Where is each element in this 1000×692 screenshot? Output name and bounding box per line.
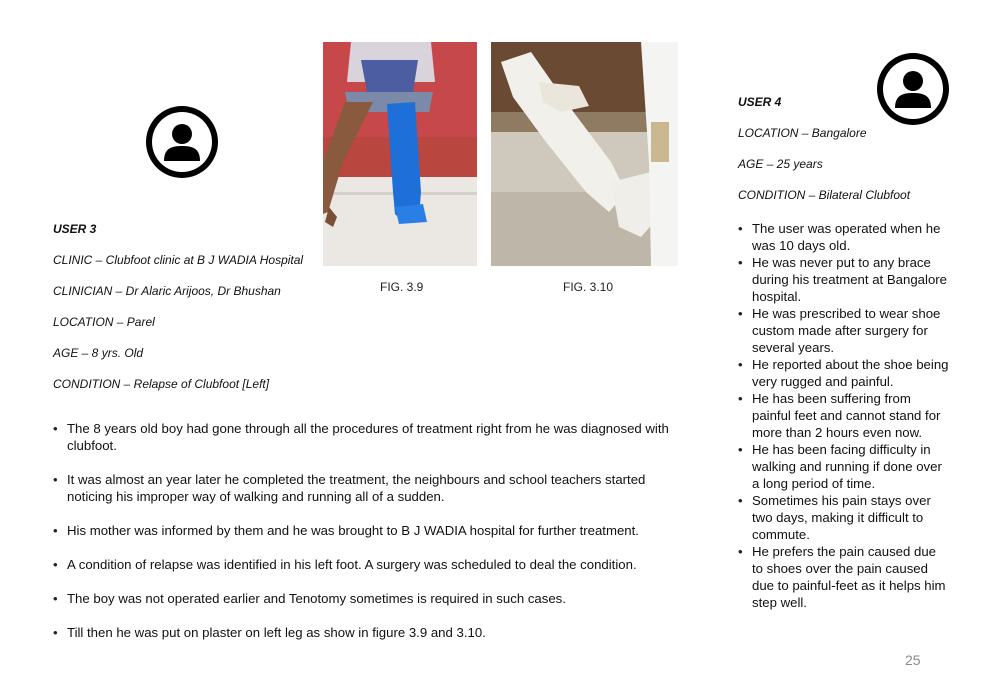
list-item: • A condition of relapse was identified in his left foot. A surgery was scheduled to deal the condition. — [53, 556, 673, 573]
user-4-avatar-icon — [877, 53, 949, 125]
list-item: • He reported about the shoe being very rugged and painful. — [738, 356, 950, 390]
figure-3-10-caption: FIG. 3.10 — [563, 280, 614, 294]
list-item: • Sometimes his pain stays over two days, making it difficult to commute. — [738, 492, 950, 543]
user-3-clinician: CLINICIAN – Dr Alaric Arijoos, Dr Bhushan — [53, 284, 281, 298]
user-4-location: LOCATION – Bangalore — [738, 126, 867, 140]
user-3-age: AGE – 8 yrs. Old — [53, 346, 144, 360]
user-3-condition: CONDITION – Relapse of Clubfoot [Left] — [53, 377, 270, 391]
list-item: • The boy was not operated earlier and Tenotomy sometimes is required in such cases. — [53, 590, 673, 607]
figure-3-10-photo — [491, 42, 678, 266]
list-item: • Till then he was put on plaster on left leg as show in figure 3.9 and 3.10. — [53, 624, 673, 641]
user-4-age: AGE – 25 years — [738, 157, 823, 171]
list-item: • The 8 years old boy had gone through all the procedures of treatment right from he was diagnosed with clubfoot. — [53, 420, 673, 454]
user-3-clinic: CLINIC – Clubfoot clinic at B J WADIA Hospital — [53, 253, 304, 267]
list-item: • The user was operated when he was 10 days old. — [738, 220, 950, 254]
user-4-condition: CONDITION – Bilateral Clubfoot — [738, 188, 911, 202]
user-3-location: LOCATION – Parel — [53, 315, 155, 329]
user-3-title: USER 3 — [53, 222, 97, 236]
user-3-bullet-list — [53, 420, 673, 658]
list-item: • He has been facing difficulty in walking and running if done over a long period of time. — [738, 441, 950, 492]
figure-3-9-caption: FIG. 3.9 — [380, 280, 424, 294]
list-item: • His mother was informed by them and he was brought to B J WADIA hospital for further treatment. — [53, 522, 673, 539]
page-number: 25 — [905, 652, 921, 668]
list-item: • He prefers the pain caused due to shoes over the pain caused due to painful-feet as it helps him step well. — [738, 543, 950, 611]
user-4-title: USER 4 — [738, 95, 782, 109]
user-3-avatar-icon — [146, 106, 218, 178]
figure-3-9-photo — [323, 42, 477, 266]
list-item: • He was never put to any brace during his treatment at Bangalore hospital. — [738, 254, 950, 305]
user-4-bullet-list — [738, 220, 950, 611]
list-item: • He has been suffering from painful feet and cannot stand for more than 2 hours even now. — [738, 390, 950, 441]
list-item: • It was almost an year later he completed the treatment, the neighbours and school teachers started noticing his improper way of walking and running all of a sudden. — [53, 471, 673, 505]
list-item: • He was prescribed to wear shoe custom made after surgery for several years. — [738, 305, 950, 356]
